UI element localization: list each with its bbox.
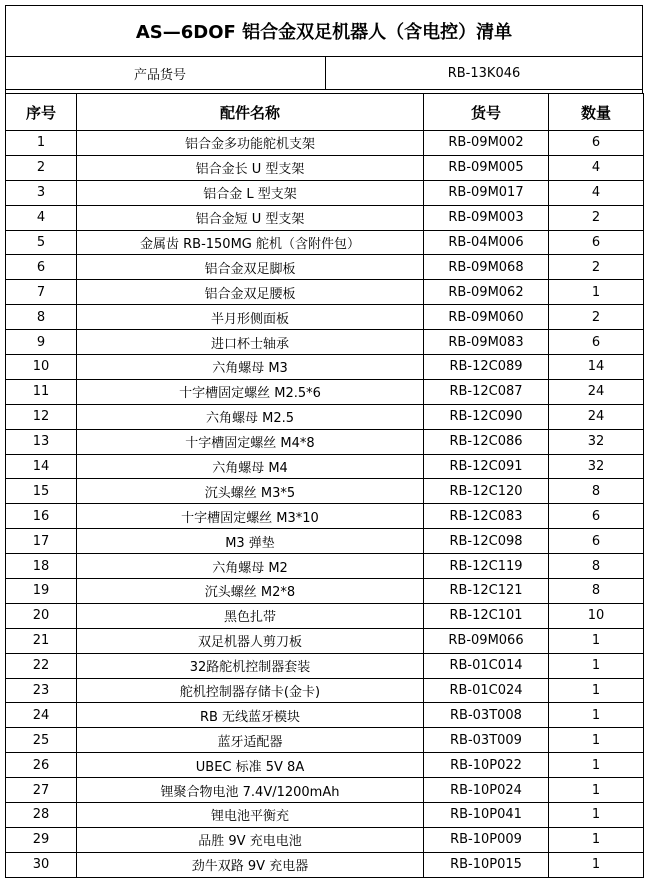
part-code: RB-03T008 xyxy=(424,703,549,728)
part-name: 六角螺母 M2 xyxy=(77,554,424,579)
part-code: RB-10P015 xyxy=(424,852,549,877)
part-name: 十字槽固定螺丝 M3*10 xyxy=(77,504,424,529)
part-code: RB-09M068 xyxy=(424,255,549,280)
part-qty: 6 xyxy=(549,504,644,529)
document-title: AS—6DOF 铝合金双足机器人（含电控）清单 xyxy=(5,5,643,57)
product-code-value: RB-13K046 xyxy=(447,65,521,81)
part-code: RB-10P009 xyxy=(424,827,549,852)
part-code: RB-09M060 xyxy=(424,305,549,330)
part-code: RB-12C098 xyxy=(424,529,549,554)
row-index: 15 xyxy=(6,479,77,504)
part-qty: 1 xyxy=(549,852,644,877)
part-qty: 32 xyxy=(549,429,644,454)
table-row xyxy=(6,653,644,678)
part-name: 铝合金 L 型支架 xyxy=(77,180,424,205)
table-row xyxy=(6,454,644,479)
table-row xyxy=(6,404,644,429)
table-header-row xyxy=(6,94,644,131)
row-index: 9 xyxy=(6,330,77,355)
part-qty: 4 xyxy=(549,180,644,205)
part-qty: 14 xyxy=(549,355,644,380)
part-code: RB-12C121 xyxy=(424,579,549,604)
parts-table xyxy=(5,93,644,878)
part-qty: 1 xyxy=(549,703,644,728)
row-index: 14 xyxy=(6,454,77,479)
row-index: 22 xyxy=(6,653,77,678)
row-index: 1 xyxy=(6,131,77,156)
table-row xyxy=(6,803,644,828)
part-name: 进口杯士轴承 xyxy=(77,330,424,355)
part-code: RB-12C090 xyxy=(424,404,549,429)
row-index: 28 xyxy=(6,803,77,828)
part-qty: 6 xyxy=(549,131,644,156)
table-row xyxy=(6,579,644,604)
row-index: 21 xyxy=(6,628,77,653)
row-index: 6 xyxy=(6,255,77,280)
part-qty: 2 xyxy=(549,255,644,280)
part-name: 铝合金双足腰板 xyxy=(77,280,424,305)
row-index: 2 xyxy=(6,155,77,180)
table-row xyxy=(6,728,644,753)
part-qty: 8 xyxy=(549,579,644,604)
part-name: 劲牛双路 9V 充电器 xyxy=(77,852,424,877)
part-qty: 6 xyxy=(549,330,644,355)
part-code: RB-10P022 xyxy=(424,753,549,778)
part-name: 锂聚合物电池 7.4V/1200mAh xyxy=(77,778,424,803)
part-name: 沉头螺丝 M2*8 xyxy=(77,579,424,604)
table-row xyxy=(6,230,644,255)
part-name: 黑色扎带 xyxy=(77,603,424,628)
row-index: 3 xyxy=(6,180,77,205)
table-row xyxy=(6,379,644,404)
part-code: RB-10P041 xyxy=(424,803,549,828)
part-qty: 10 xyxy=(549,603,644,628)
part-code: RB-12C083 xyxy=(424,504,549,529)
part-code: RB-12C120 xyxy=(424,479,549,504)
row-index: 4 xyxy=(6,205,77,230)
part-qty: 1 xyxy=(549,778,644,803)
part-qty: 2 xyxy=(549,205,644,230)
header-index: 序号 xyxy=(6,94,77,131)
part-code: RB-09M017 xyxy=(424,180,549,205)
parts-table-body xyxy=(6,131,644,878)
part-qty: 8 xyxy=(549,479,644,504)
part-code: RB-09M005 xyxy=(424,155,549,180)
part-qty: 24 xyxy=(549,404,644,429)
row-index: 7 xyxy=(6,280,77,305)
part-code: RB-01C024 xyxy=(424,678,549,703)
row-index: 8 xyxy=(6,305,77,330)
row-index: 18 xyxy=(6,554,77,579)
part-code: RB-12C101 xyxy=(424,603,549,628)
part-code: RB-10P024 xyxy=(424,778,549,803)
part-code: RB-12C087 xyxy=(424,379,549,404)
table-row xyxy=(6,529,644,554)
row-index: 27 xyxy=(6,778,77,803)
part-name: 六角螺母 M4 xyxy=(77,454,424,479)
table-row xyxy=(6,603,644,628)
part-qty: 1 xyxy=(549,653,644,678)
row-index: 24 xyxy=(6,703,77,728)
part-name: UBEC 标准 5V 8A xyxy=(77,753,424,778)
part-qty: 1 xyxy=(549,628,644,653)
table-row xyxy=(6,852,644,877)
part-name: 半月形侧面板 xyxy=(77,305,424,330)
part-name: 铝合金长 U 型支架 xyxy=(77,155,424,180)
part-qty: 24 xyxy=(549,379,644,404)
part-qty: 4 xyxy=(549,155,644,180)
part-qty: 32 xyxy=(549,454,644,479)
row-index: 25 xyxy=(6,728,77,753)
part-name: 沉头螺丝 M3*5 xyxy=(77,479,424,504)
table-row xyxy=(6,330,644,355)
table-row xyxy=(6,255,644,280)
row-index: 17 xyxy=(6,529,77,554)
part-code: RB-03T009 xyxy=(424,728,549,753)
header-qty: 数量 xyxy=(549,94,644,131)
product-code-label: 产品货号 xyxy=(6,57,326,89)
header-name: 配件名称 xyxy=(77,94,424,131)
part-qty: 1 xyxy=(549,827,644,852)
row-index: 19 xyxy=(6,579,77,604)
part-name: 锂电池平衡充 xyxy=(77,803,424,828)
row-index: 12 xyxy=(6,404,77,429)
part-code: RB-12C091 xyxy=(424,454,549,479)
row-index: 23 xyxy=(6,678,77,703)
table-row xyxy=(6,753,644,778)
table-row xyxy=(6,205,644,230)
part-name: 六角螺母 M3 xyxy=(77,355,424,380)
row-index: 16 xyxy=(6,504,77,529)
table-row xyxy=(6,504,644,529)
table-row xyxy=(6,678,644,703)
part-code: RB-04M006 xyxy=(424,230,549,255)
table-row xyxy=(6,355,644,380)
table-row xyxy=(6,280,644,305)
part-code: RB-12C119 xyxy=(424,554,549,579)
part-qty: 1 xyxy=(549,803,644,828)
table-row xyxy=(6,131,644,156)
row-index: 5 xyxy=(6,230,77,255)
table-row xyxy=(6,554,644,579)
part-name: 蓝牙适配器 xyxy=(77,728,424,753)
part-name: 十字槽固定螺丝 M4*8 xyxy=(77,429,424,454)
parts-list-sheet xyxy=(5,5,643,878)
part-qty: 6 xyxy=(549,230,644,255)
table-row xyxy=(6,479,644,504)
row-index: 11 xyxy=(6,379,77,404)
header-code: 货号 xyxy=(424,94,549,131)
part-code: RB-09M002 xyxy=(424,131,549,156)
part-qty: 1 xyxy=(549,678,644,703)
part-name: 品胜 9V 充电电池 xyxy=(77,827,424,852)
table-row xyxy=(6,778,644,803)
part-qty: 1 xyxy=(549,753,644,778)
table-row xyxy=(6,429,644,454)
part-code: RB-12C086 xyxy=(424,429,549,454)
part-name: 双足机器人剪刀板 xyxy=(77,628,424,653)
part-code: RB-09M083 xyxy=(424,330,549,355)
part-name: 舵机控制器存储卡(金卡) xyxy=(77,678,424,703)
part-name: 金属齿 RB-150MG 舵机（含附件包） xyxy=(77,230,424,255)
row-index: 20 xyxy=(6,603,77,628)
part-name: 铝合金双足脚板 xyxy=(77,255,424,280)
part-code: RB-09M066 xyxy=(424,628,549,653)
part-qty: 6 xyxy=(549,529,644,554)
part-qty: 1 xyxy=(549,728,644,753)
part-code: RB-09M003 xyxy=(424,205,549,230)
row-index: 30 xyxy=(6,852,77,877)
part-name: 十字槽固定螺丝 M2.5*6 xyxy=(77,379,424,404)
part-code: RB-12C089 xyxy=(424,355,549,380)
table-row xyxy=(6,628,644,653)
part-name: 铝合金短 U 型支架 xyxy=(77,205,424,230)
product-code-row xyxy=(5,57,643,90)
part-name: 32路舵机控制器套装 xyxy=(77,653,424,678)
table-row xyxy=(6,180,644,205)
part-qty: 1 xyxy=(549,280,644,305)
table-row xyxy=(6,827,644,852)
row-index: 26 xyxy=(6,753,77,778)
part-name: 铝合金多功能舵机支架 xyxy=(77,131,424,156)
part-code: RB-01C014 xyxy=(424,653,549,678)
part-name: 六角螺母 M2.5 xyxy=(77,404,424,429)
row-index: 29 xyxy=(6,827,77,852)
part-code: RB-09M062 xyxy=(424,280,549,305)
part-name: M3 弹垫 xyxy=(77,529,424,554)
part-name: RB 无线蓝牙模块 xyxy=(77,703,424,728)
table-row xyxy=(6,703,644,728)
part-qty: 2 xyxy=(549,305,644,330)
table-row xyxy=(6,155,644,180)
row-index: 13 xyxy=(6,429,77,454)
table-row xyxy=(6,305,644,330)
row-index: 10 xyxy=(6,355,77,380)
part-qty: 8 xyxy=(549,554,644,579)
